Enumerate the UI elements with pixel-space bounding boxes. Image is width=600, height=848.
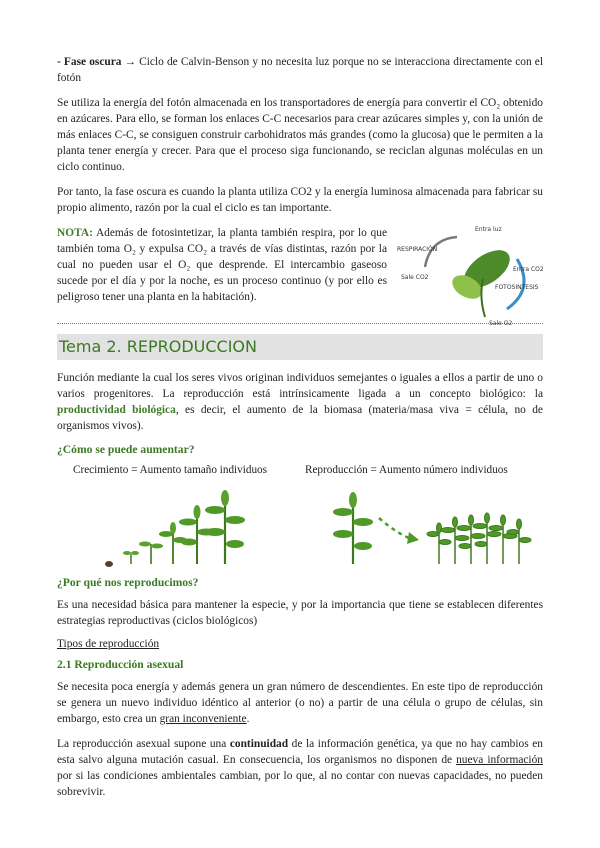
sale-co2-label: Sale CO2 xyxy=(401,274,429,281)
reproduction-sequence xyxy=(333,492,531,564)
asexual-paragraph xyxy=(57,679,543,727)
continuidad-text-c: de la información genética, ya que no hay cambios en esta salvo alguna mutación casual. En consecuencia, los organismos no disponen de xyxy=(57,738,543,766)
continuidad-paragraph xyxy=(57,736,543,800)
tipos-heading: Tipos de reproducción xyxy=(57,638,160,650)
continuidad-text-e: por si las condiciones ambientales cambian, por lo que, al no contar con nuevas capacidades, no pueden sobrevivir. xyxy=(57,770,543,798)
necesidad-paragraph: Es una necesidad básica para mantener la especie, y por la importancia que tiene se establecen diferentes estrategias reproductivas (ciclos biológicos) xyxy=(57,599,543,627)
continuidad-term: continuidad xyxy=(229,738,289,750)
energia-paragraph: Se utiliza la energía del fotón almacenada en los transportadores de energía para convertir el CO₂ obtenido en azúcares. Para ello, se forman los enlaces C-C necesarios para crear azúcares simples y, con la unión de más enlaces C-C, se consiguen construir carbohidratos más grandes (como la glucosa) que le permiten a la planta tener energía y crecer. Para que el proceso siga funcionando, se reciclan algunas moléculas en un ciclo continuo. xyxy=(57,97,543,173)
plant-figures xyxy=(57,482,543,570)
fotosintesis-label: FOTOSINTESIS xyxy=(495,284,539,291)
section-heading-tema2: Tema 2. REPRODUCCION xyxy=(57,334,543,360)
luz-label: Entra luz xyxy=(475,226,502,233)
inconveniente-term: gran inconveniente xyxy=(159,713,247,725)
question-reproducimos: ¿Por qué nos reproducimos? xyxy=(57,576,199,589)
continuidad-text-a: La reproducción asexual supone una xyxy=(57,738,230,750)
fase-oscura-text: → Ciclo de Calvin-Benson y no necesita luz porque no se interacciona directamente con el fotón xyxy=(57,56,543,84)
growth-sequence xyxy=(105,490,245,567)
productividad-term: productividad biológica xyxy=(57,404,176,416)
entra-co2-label: Entra CO2 xyxy=(513,266,544,273)
nota-paragraph xyxy=(57,225,387,305)
portanto-paragraph: Por tanto, la fase oscura es cuando la planta utiliza CO2 y la energía luminosa almacenada para fabricar su propio alimento, razón por la cual el ciclo es tan importante. xyxy=(57,186,543,214)
fase-oscura-paragraph xyxy=(57,54,543,86)
fase-oscura-title: - Fase oscura xyxy=(57,56,122,68)
section-asexual: 2.1 Reproducción asexual xyxy=(57,658,184,671)
asexual-text-a: Se necesita poca energía y además genera un gran número de descendientes. En este tipo de reproducción se genera un nuevo individuo idéntico al anterior (o no) a partir de una célula o grupo de células, sin embargo, esto crea un xyxy=(57,681,543,725)
funcion-text-c: , es decir, el aumento de la biomasa (materia/masa viva = célula, no de organismos vivos). xyxy=(57,404,543,432)
nota-text: Además de fotosintetizar, la planta también respira, por lo que también toma O₂ y expulsa CO₂ a través de vías distintas, razón por la cual no pueden usar el O₂ que desprende. El intercambio gaseoso sucede por el día y por la noche, es un proceso continuo (y por ello es peligroso tener una planta en la habitación). xyxy=(57,227,387,303)
asexual-text-c: . xyxy=(246,713,250,725)
nota-label: NOTA: xyxy=(57,227,93,239)
question-aumentar: ¿Cómo se puede aumentar? xyxy=(57,443,195,456)
label-crecimiento: Crecimiento = Aumento tamaño individuos xyxy=(73,464,267,476)
respiracion-label: RESPIRACIÓN xyxy=(397,246,438,253)
gas-exchange-diagram xyxy=(395,217,545,327)
funcion-text-a: Función mediante la cual los seres vivos originan individuos semejantes o iguales a ellos a partir de uno o varios progenitores. La reproducción está intrínsicamente ligada a un concepto biológico: la xyxy=(57,372,543,400)
figure-labels xyxy=(57,464,543,482)
growth-reproduction-illustration xyxy=(57,482,543,570)
funcion-paragraph xyxy=(57,370,543,434)
sale-o2-label: Sale O2 xyxy=(489,320,513,327)
document-page xyxy=(57,54,543,809)
label-reproduccion: Reproducción = Aumento número individuos xyxy=(305,464,508,476)
nueva-informacion-term: nueva información xyxy=(456,754,543,766)
nota-block xyxy=(57,225,544,327)
